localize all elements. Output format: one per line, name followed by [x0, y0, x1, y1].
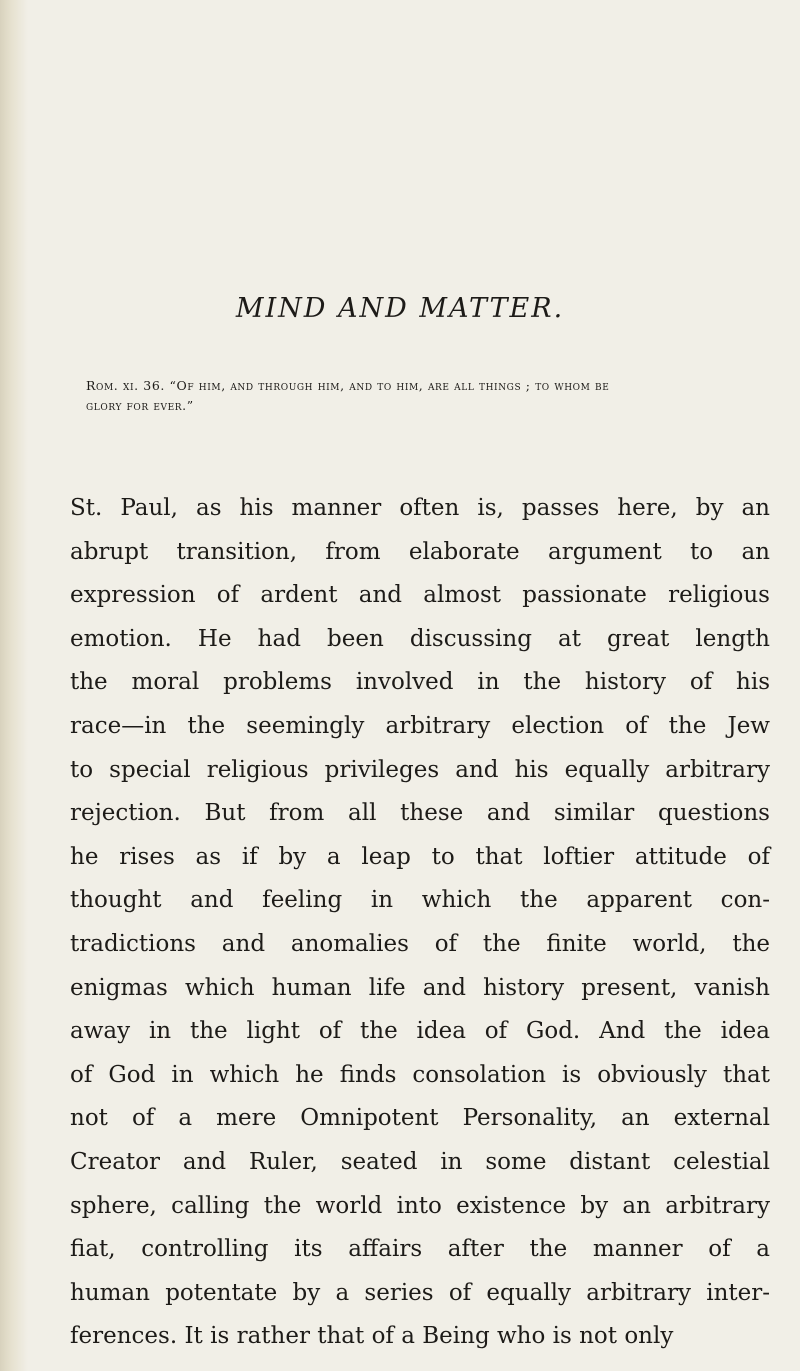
- text-line: Creator and Ruler, seated in some distant celestial: [70, 1148, 770, 1175]
- epigraph: [86, 376, 770, 416]
- text-line: of God in which he finds consolation is obviously that: [70, 1061, 770, 1088]
- text-line: fiat, controlling its affairs after the manner of a: [70, 1236, 770, 1263]
- text-line: not of a mere Omnipotent Personality, an external: [70, 1105, 770, 1132]
- text-line: ferences. It is rather that of a Being who is not only: [70, 1323, 674, 1350]
- text-line: emotion. He had been discussing at great length: [70, 625, 770, 652]
- text-line: expression of ardent and almost passionate religious: [70, 582, 770, 609]
- text-line: tradictions and anomalies of the finite world, the: [70, 930, 770, 957]
- text-line: St. Paul, as his manner often is, passes here, by an: [70, 495, 770, 521]
- chapter-title: MIND AND MATTER.: [235, 293, 565, 324]
- text-line: he rises as if by a leap to that loftier attitude of: [70, 843, 770, 870]
- text-line: away in the light of the idea of God. And the idea: [70, 1018, 770, 1045]
- text-line: abrupt transition, from elaborate argument to an: [70, 538, 770, 565]
- text-line: to special religious privileges and his equally arbitrary: [70, 756, 770, 783]
- epigraph-line: glory for ever.”: [86, 398, 194, 413]
- text-line: the moral problems involved in the history of his: [70, 669, 770, 696]
- text-line: enigmas which human life and history present, vanish: [70, 974, 770, 1001]
- text-line: sphere, calling the world into existence by an arbitrary: [70, 1192, 770, 1219]
- epigraph-line: Rom. xi. 36. “Of him, and through him, and to him, are all things ; to whom be: [86, 378, 610, 393]
- text-line: rejection. But from all these and similar questions: [70, 800, 770, 827]
- text-line: human potentate by a series of equally arbitrary inter-: [70, 1279, 770, 1306]
- text-line: thought and feeling in which the apparent con-: [70, 887, 770, 914]
- body-paragraph: [70, 487, 770, 1359]
- text-line: race—in the seemingly arbitrary election of the Jew: [70, 712, 770, 739]
